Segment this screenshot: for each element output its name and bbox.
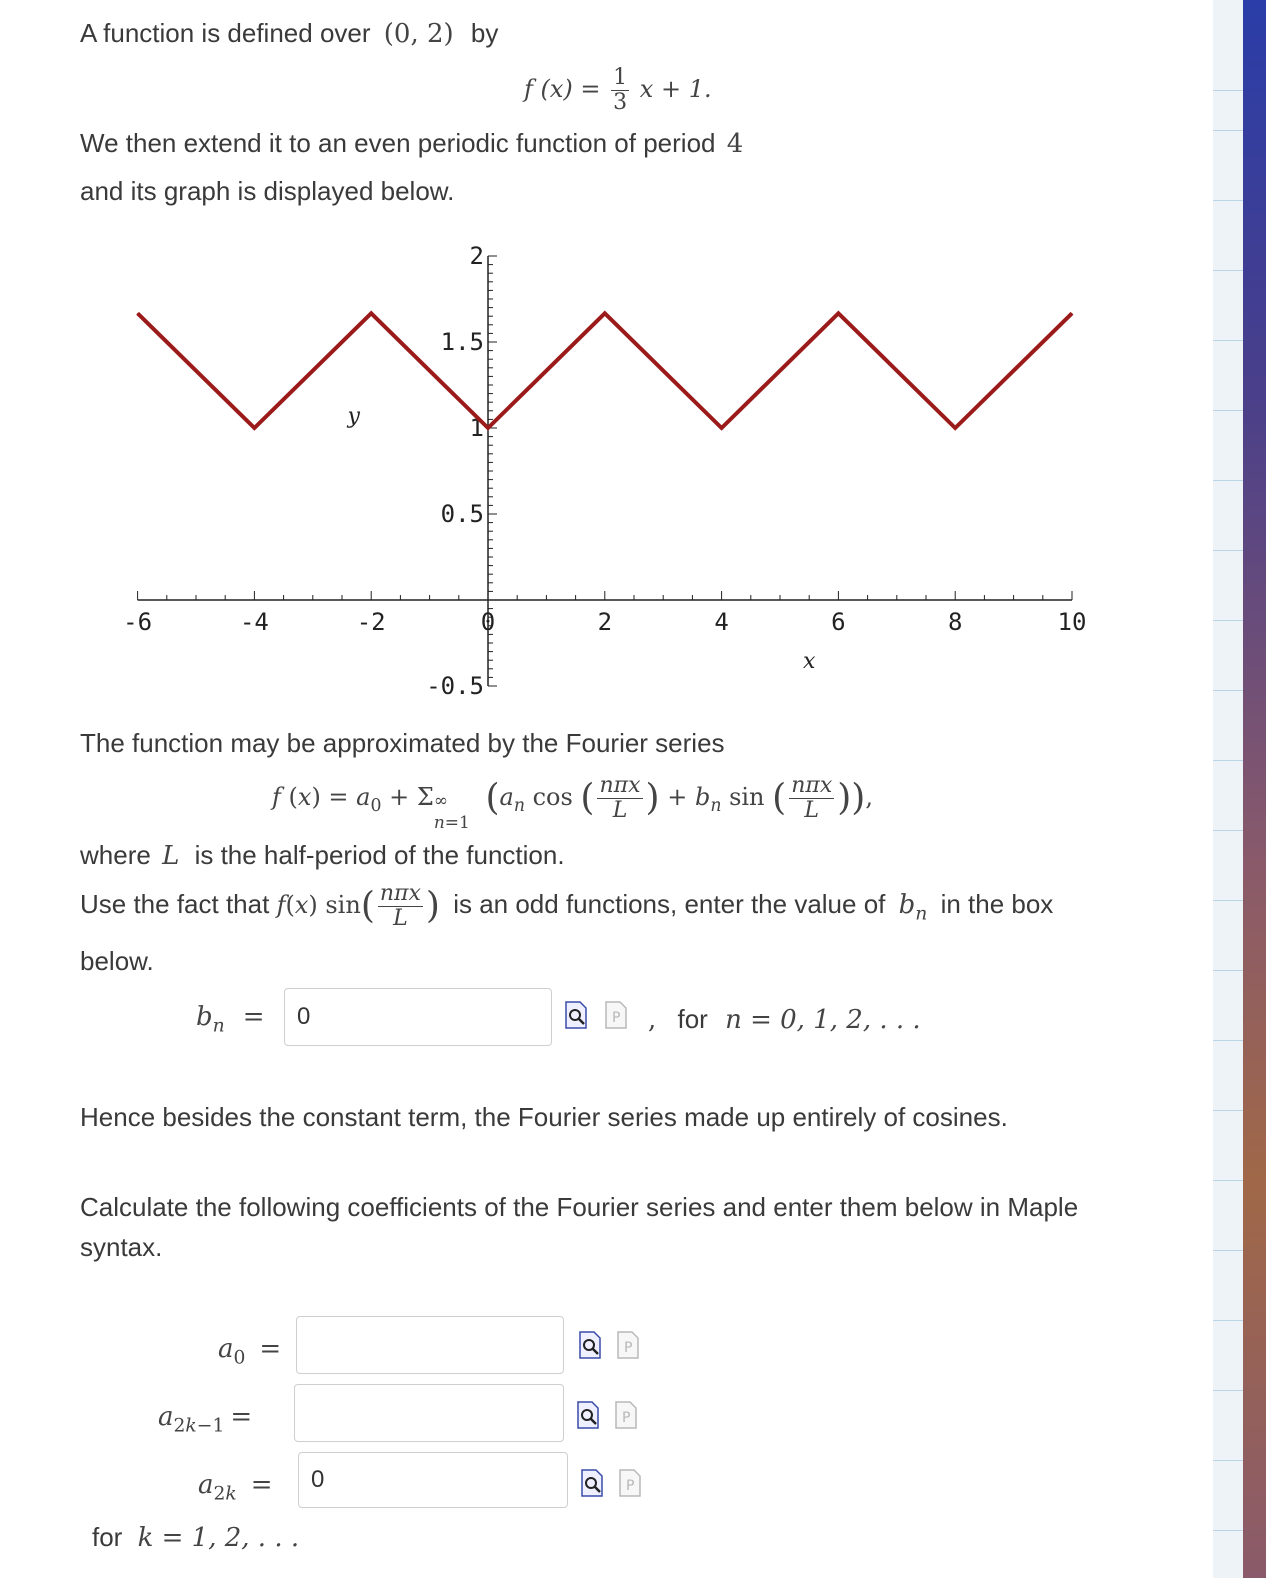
side-panel bbox=[1213, 0, 1243, 1578]
x-axis-label: x bbox=[802, 649, 816, 674]
a2k-minus-1-maple-syntax-icon[interactable] bbox=[614, 1400, 638, 1430]
y-tick-label: -0.5 bbox=[426, 672, 484, 700]
hence-text: Hence besides the constant term, the Fourier series made up entirely of cosines. bbox=[80, 1102, 1008, 1132]
svg-text:P: P bbox=[624, 1340, 633, 1356]
for-k-line bbox=[92, 1522, 299, 1553]
bn-range: , for n = 0, 1, 2, . . . bbox=[648, 1004, 921, 1035]
calc-line2: syntax. bbox=[80, 1232, 163, 1262]
extend-prefix: We then extend it to an even periodic function of period bbox=[80, 128, 716, 158]
y-tick-label: 2 bbox=[469, 242, 484, 270]
for-k-prefix: for bbox=[92, 1522, 123, 1552]
x-tick-label: 4 bbox=[714, 608, 729, 636]
def-rhs: x + 1. bbox=[639, 75, 712, 103]
a0-label: $a_0$ = bbox=[218, 1334, 282, 1369]
x-tick-label: 6 bbox=[831, 608, 846, 636]
a2k-preview-icon[interactable] bbox=[580, 1468, 604, 1498]
x-tick-label: 10 bbox=[1057, 608, 1087, 636]
use-suffix: is an odd functions, enter the value of bbox=[453, 889, 886, 919]
data-point bbox=[137, 313, 138, 314]
intro-suffix: by bbox=[470, 18, 499, 48]
a2k-input[interactable]: 0 bbox=[298, 1452, 568, 1508]
x-tick-label: 0 bbox=[480, 608, 496, 636]
bn-input[interactable]: 0 bbox=[284, 988, 552, 1046]
bn-label: $b_n$ = bbox=[196, 1002, 265, 1037]
def-fraction bbox=[611, 66, 629, 115]
svg-text:P: P bbox=[626, 1478, 635, 1494]
fourier-intro: The function may be approximated by the Fourier series bbox=[80, 728, 725, 758]
a0-preview-icon[interactable] bbox=[578, 1330, 602, 1360]
extend-line2: and its graph is displayed below. bbox=[80, 176, 455, 206]
y-tick-label: 0.5 bbox=[440, 500, 484, 528]
use-line: Use the fact that f(x) sin( $\frac{\text{nπx}}{L}$ ) is an odd functions, enter the value of $b_n$ in the box bbox=[80, 881, 1054, 931]
a2k-minus-1-label: $a_{2k-1}$ = bbox=[158, 1402, 253, 1437]
data-point bbox=[604, 313, 605, 314]
function-definition bbox=[524, 66, 712, 115]
x-tick-label: 2 bbox=[597, 608, 613, 636]
intro-line1 bbox=[80, 18, 498, 49]
x-tick-label: -2 bbox=[356, 608, 386, 636]
for-k-range: k = 1, 2, . . . bbox=[137, 1523, 300, 1553]
series-line bbox=[138, 313, 1072, 428]
period: 4 bbox=[726, 129, 744, 159]
use-prefix: Use the fact that bbox=[80, 889, 270, 919]
interval: (0, 2) bbox=[383, 19, 454, 49]
a2k-minus-1-input[interactable] bbox=[294, 1384, 564, 1442]
a0-maple-syntax-icon[interactable] bbox=[616, 1330, 640, 1360]
svg-text:P: P bbox=[612, 1010, 621, 1026]
maple-syntax-icon[interactable] bbox=[604, 1000, 628, 1030]
data-point bbox=[721, 428, 722, 429]
x-tick-label: 8 bbox=[947, 608, 963, 636]
def-den: 3 bbox=[613, 90, 628, 115]
data-point bbox=[838, 313, 839, 314]
where-line bbox=[80, 840, 565, 871]
x-tick-label: -6 bbox=[123, 608, 153, 636]
y-axis-label: y bbox=[347, 403, 360, 429]
a2k-label: $a_{2k}$ = bbox=[198, 1470, 273, 1505]
bn-for: for bbox=[677, 1004, 708, 1034]
preview-icon[interactable] bbox=[564, 1000, 588, 1030]
a2k-minus-1-preview-icon[interactable] bbox=[576, 1400, 600, 1430]
use-end: in the box bbox=[940, 889, 1054, 919]
data-point bbox=[1072, 313, 1073, 314]
y-tick-label: 1.5 bbox=[440, 328, 484, 356]
graph bbox=[123, 230, 1130, 710]
bn-range-expr: n = 0, 1, 2, . . . bbox=[725, 1005, 921, 1035]
below-text: below. bbox=[80, 946, 154, 976]
x-tick-label: -4 bbox=[239, 608, 269, 636]
where-suffix: is the half-period of the function. bbox=[194, 840, 565, 870]
extend-line1 bbox=[80, 128, 743, 159]
a0-input[interactable] bbox=[296, 1316, 564, 1374]
data-point bbox=[488, 428, 489, 429]
calc-line1: Calculate the following coefficients of the Fourier series and enter them below in Maple bbox=[80, 1192, 1079, 1222]
y-tick-label: 1 bbox=[469, 414, 484, 442]
def-lhs: f (x) = bbox=[524, 75, 601, 103]
a2k-maple-syntax-icon[interactable] bbox=[618, 1468, 642, 1498]
data-point bbox=[254, 428, 255, 429]
fourier-series-formula: f $(x) = a_0 + \Sigma$ ∞ n=1 ($a_n$ cos ( $\frac{\text{nπx}}{L}$ ) + $b_n$ sin ( $\frac{\text{nπx}}{L}$ )), bbox=[272, 773, 873, 833]
where-var: L bbox=[162, 841, 180, 871]
data-point bbox=[371, 313, 372, 314]
def-num: 1 bbox=[613, 65, 628, 90]
where-prefix: where bbox=[80, 840, 151, 870]
svg-text:P: P bbox=[622, 1410, 631, 1426]
data-point bbox=[955, 428, 956, 429]
intro-prefix: A function is defined over bbox=[80, 18, 371, 48]
